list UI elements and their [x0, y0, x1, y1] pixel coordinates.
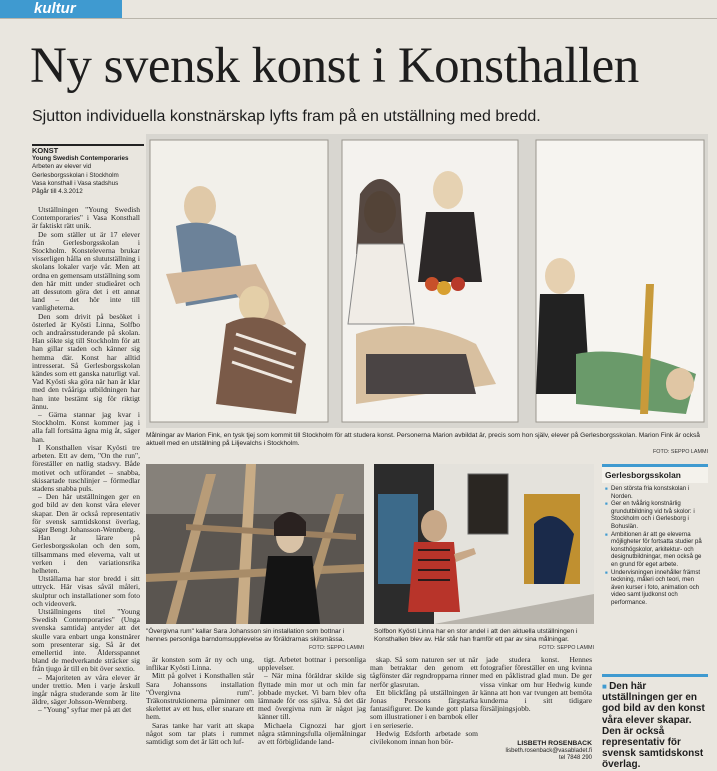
photo-installation: [146, 464, 364, 624]
fact-box: [32, 144, 144, 196]
author-phone: tel 7848 290: [558, 755, 592, 761]
paragraph: – "Young" syftar mer på att det: [38, 705, 132, 715]
photo-credit: FOTO: SEPPO LAMMI: [652, 449, 708, 456]
fact-line: Pågår till 4.3.2012: [32, 188, 83, 196]
paragraph: Utställningen "Young Swedish Contemporaries" i Vasa Konsthall är faktiskt rätt unik.: [32, 206, 140, 231]
article-column-2: [146, 656, 254, 768]
fact-category: KONST: [32, 144, 144, 155]
paragraph: jade studera konst. Hennes fotografier föreställer en ung kvinna med en påklistrad glad mun. De ger vissa vinkar om hur Hedwig kunde känna att hon var tvungen att bemöta kunderna i sitt tidigare försäljningsjobb.: [480, 656, 592, 714]
article-column-1: [32, 206, 140, 766]
caption-text: Målningar av Marion Fink, en tysk tjej som kommit till Stockholm för att studera konst. Personerna Marion avbildat är, precis som hon själv, elever på Gerlesborgsskolan. Marion Fink är också aktuell med en utställning på Liljevalchs i Stockholm.: [146, 432, 700, 448]
paragraph: – Majoriteten av våra elever är under trettio. Men i varje årskull ingår några studerande som är lite äldre, säger Johsson-Wennberg.: [32, 672, 140, 707]
photo-credit: FOTO: SEPPO LAMMI: [308, 645, 364, 652]
caption-installation: [146, 628, 364, 653]
caption-text: Solfbon Kyösti Linna har en stor andel i att den aktuella utställningen i Konsthallen blev av. Här står han framför ett par av sina målningar.: [374, 628, 578, 644]
article-column-4: [370, 656, 478, 768]
paragraph: tigt. Arbetet bottnar i personliga upplevelser.: [258, 656, 366, 673]
paragraph: Ett blickfång på utställningen är Jonas Perssons färgstarka fantasifigurer. De kunde gott platsa som illustrationer i en barnbok eller i en serieserie.: [370, 687, 478, 730]
byline: [480, 740, 592, 763]
paragraph: – När mina föräldrar skilde sig flyttade min mor ut och min far jobbade mycket. Vi barn blev ofta lämnade för oss själva. Så det där med övergivna rum är något jag känner till.: [258, 671, 366, 722]
photo-credit: FOTO: SEPPO LAMMI: [538, 645, 594, 652]
section-rule: [0, 18, 717, 19]
pull-quote-text: Den här utställningen ger en god bild av den konst våra elever skapar. Den är också representativ för svensk samtidskonst överlag.: [602, 681, 705, 771]
author-email: lisbeth.rosenback@vasabladet.fi: [505, 747, 592, 754]
sidebar-list: [602, 483, 708, 607]
paragraph: I Konsthallen visar Kyösti tre arbeten. Ett av dem, "On the run", föreställer en natlig stadsvy. Både motivet och utförandet – snabba, skissartade tuschlinjer – förmedlar stadens snabba puls.: [32, 442, 140, 493]
author-name: LISBETH ROSENBACK: [517, 740, 592, 747]
paragraph: Den som drivit på besöket i österled är Kyösti Linna, Solfbo och andraårsstuderande på skolan. Han sökte sig till Stockholm för att han gillar staden och känner sig hemma där. Konst har alltid intresserat. Så Gerlesborgsskolan kändes som ett ganska naturligt val. Vad Kyösti ska göra när han är klar med den tvååriga utbildningen har han inte bestämt sig för riktigt ännu.: [32, 311, 140, 411]
article-column-5: [480, 656, 592, 736]
section-label: kultur: [0, 0, 122, 18]
sidebar-item: ■ Den största fria konstskolan i Norden.: [605, 485, 705, 500]
paragraph: Mitt på golvet i Konsthallen står Sara Johanssons installation "Övergivna rum". Träkonstruktionerna påminner om skelettet av ett hus, eller snarare ett hem.: [146, 671, 254, 722]
paragraph: Hedwig Edsforth arbetade som civilekonom innan hon bör-: [370, 728, 478, 747]
photo-artist: [374, 464, 594, 624]
subheadline: Sjutton individuella konstnärskap lyfts fram på en utställning med bredd.: [32, 108, 541, 125]
paragraph: De som ställer ut är 17 elever från Gerlesborgsskolan i Stockholm. Konsteleverna brukar visserligen hålla en slututställning i skolans lokaler varje vår. Men att ordna en gemensam utställning som den här mitt under studieåret och att dessutom göra det i ett annat land – det hör inte till vanligheterna.: [32, 229, 140, 313]
paragraph: skap. Så som naturen ser ut när man betraktar den genom ett tågfönster där regndropparna rinner nerför glasrutan.: [370, 656, 478, 689]
pull-quote: [602, 674, 708, 771]
sidebar-item: ■ Ger en tvåårig konstnärlig grundutbildning vid två skolor: i Stockholm och i Gerlesborg i Bohuslän.: [605, 500, 705, 530]
fact-line: Arbeten av elever vid: [32, 163, 92, 171]
article-column-3: [258, 656, 366, 768]
paragraph: Utställningens titel "Young Swedish Contemporaries" (Unga svenska samtida) antyder att det skulle vara enbart unga konstnärer som presenterar sig. Så är det emellertid inte. Åldersspannet bland de medverkande sträcker sig från tjugo år till en bit över sextio.: [32, 606, 140, 674]
paragraph: Saras tanke har varit att skapa något som tar plats i rummet samtidigt som det är lätt och luf-: [146, 720, 254, 747]
sidebar-item: ■ Undervisningen innehåller främst teckning, måleri och teori, men även kurser i foto, animation och video samt ljudkonst och performance.: [605, 569, 705, 607]
sidebar-item: ■ Ambitionen är att ge eleverna möjligheter för fortsatta studier på konsthögskolor, arkitektur- och designutbildningar, men också ge en grund för eget arbete.: [605, 531, 705, 569]
caption-text: "Övergivna rum" kallar Sara Johansson sin installation som bottnar i hennes personliga barndomsupplevelse av föräldrarnas skilsmässa.: [146, 628, 345, 644]
fact-line: Vasa konsthall i Vasa stadshus: [32, 179, 119, 187]
fact-line: Gerlesborgsskolan i Stockholm: [32, 171, 119, 179]
paragraph: – Gärna stannar jag kvar i Stockholm. Konst kommer jag i alla fall fortsätta ägna mig åt, säger han.: [32, 410, 140, 444]
fact-title: Young Swedish Contemporaries: [32, 155, 129, 163]
paragraph: Han är lärare på Gerlesborgsskolan och den som, tillsammans med eleverna, valt ut verken i den variationsrika helheten.: [32, 533, 140, 575]
info-sidebar: [602, 464, 708, 607]
paragraph: Michaela Cignozzi har gjort några stämningsfulla oljemålningar av ett förbiglidande land-: [258, 720, 366, 747]
sidebar-title: Gerlesborgsskolan: [602, 467, 708, 483]
caption-artist: [374, 628, 594, 653]
headline: Ny svensk konst i Konsthallen: [30, 38, 639, 94]
photo-paintings: [146, 134, 708, 428]
caption-paintings: [146, 432, 708, 457]
paragraph: – Den här utställningen ger en god bild av den konst våra elever skapar. Den är också representativ för svensk samtidskonst överlag, säger Bengt Johansson-Wennberg.: [32, 492, 140, 534]
paragraph: Utställarna har stor bredd i sitt uttryck. Här visas såväl måleri, skulptur och installationer som foto och videoverk.: [32, 574, 140, 608]
paragraph: är konsten som är ny och ung, inflikar Kyösti Linna.: [146, 656, 254, 673]
